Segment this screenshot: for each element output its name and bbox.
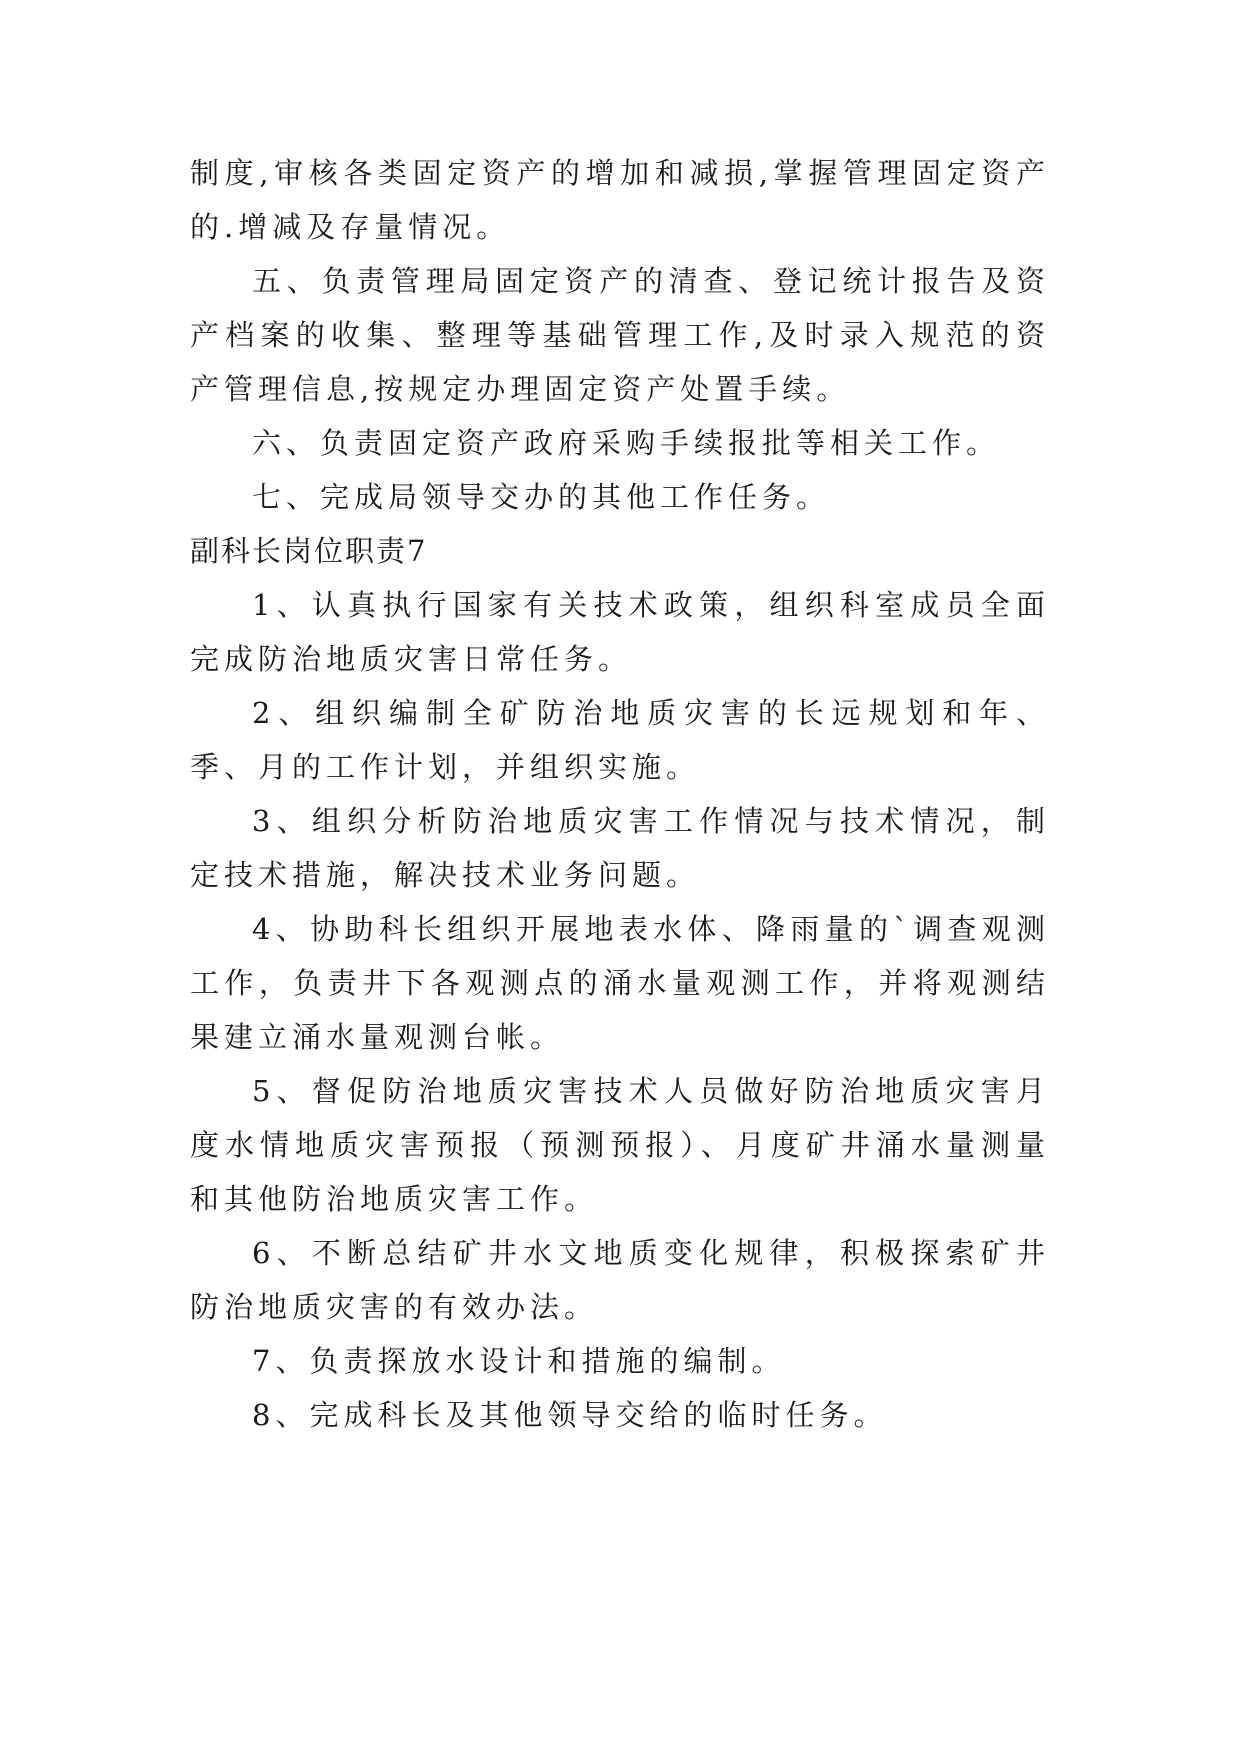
paragraph-item-5: 五、负责管理局固定资产的清查、登记统计报告及资产档案的收集、整理等基础管理工作,及时录入规范的资产管理信息,按规定办理固定资产处置手续。 [190,264,1050,406]
duty-item-6: 6、不断总结矿井水文地质变化规律，积极探索矿井防治地质灾害的有效办法。 [190,1236,1050,1324]
paragraph-item-7: 七、完成局领导交办的其他工作任务。 [252,480,831,514]
duty-item-3: 3、组织分析防治地质灾害工作情况与技术情况，制定技术措施，解决技术业务问题。 [190,804,1050,892]
paragraph-item-6: 六、负责固定资产政府采购手续报批等相关工作。 [252,426,1001,460]
duty-item-1: 1、认真执行国家有关技术政策，组织科室成员全面完成防治地质灾害日常任务。 [190,588,1050,676]
duty-item-4: 4、协助科长组织开展地表水体、降雨量的`调查观测工作，负责井下各观测点的涌水量观测工作，并将观测结果建立涌水量观测台帐。 [190,912,1050,1054]
duty-item-5: 5、督促防治地质灾害技术人员做好防治地质灾害月度水情地质灾害预报（预测预报）、月度矿井涌水量测量和其他防治地质灾害工作。 [190,1074,1050,1216]
paragraph-continuation: 制度,审核各类固定资产的增加和减损,掌握管理固定资产的.增减及存量情况。 [190,156,1050,244]
document-body [190,146,1050,1442]
section-heading: 副科长岗位职责7 [190,534,428,568]
duty-item-2: 2、组织编制全矿防治地质灾害的长远规划和年、季、月的工作计划，并组织实施。 [190,696,1050,784]
duty-item-7: 7、负责探放水设计和措施的编制。 [252,1344,786,1378]
duty-item-8: 8、完成科长及其他领导交给的临时任务。 [252,1398,888,1432]
